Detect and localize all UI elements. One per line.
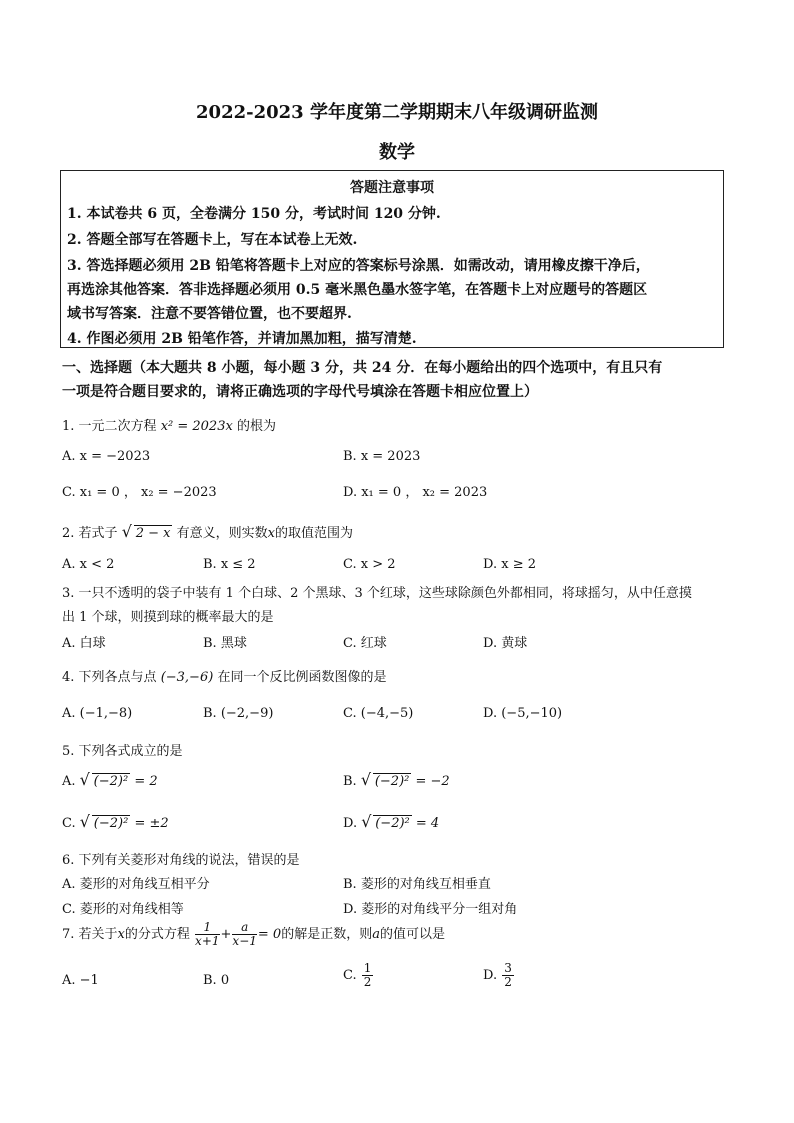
q7-eq: = 0 xyxy=(257,927,282,942)
q5-option-c xyxy=(62,812,169,831)
q1-equation: x² = 2023x xyxy=(160,419,233,434)
q7-c-den: 2 xyxy=(363,975,372,989)
q2-stem-c: 的取值范围为 xyxy=(274,526,353,541)
q4-option-a: A. (−1,−8) xyxy=(62,706,133,721)
q5-d-sqrt: √ (−2)² xyxy=(361,812,410,831)
q2-option-c: C. x > 2 xyxy=(343,557,396,572)
q2-radicand: 2 − x xyxy=(135,526,171,541)
q7-d-den: 2 xyxy=(504,975,512,989)
section-1-line-1: 一、选择题（本大题共 8 小题，每小题 3 分，共 24 分．在每小题给出的四个选项中，有且只有 xyxy=(62,360,663,376)
q4-stem-b: 在同一个反比例函数图像的是 xyxy=(217,670,387,685)
q7-option-c xyxy=(343,962,374,989)
q7-option-a: A. −1 xyxy=(62,973,99,988)
q6-option-a: A. 菱形的对角线互相平分 xyxy=(62,877,210,892)
q1-option-b: B. x = 2023 xyxy=(343,449,421,464)
q3-stem-line-1: 3. 一只不透明的袋子中装有 1 个白球、2 个黑球、3 个红球，这些球除颜色外都相同，将球摇匀，从中任意摸 xyxy=(62,586,692,601)
q5-option-a xyxy=(62,770,158,789)
q1-stem-a: 1. 一元二次方程 xyxy=(62,419,157,434)
q2-stem-b: 有意义，则实数 xyxy=(176,526,268,541)
q1-option-d: D. x₁ = 0 ， x₂ = 2023 xyxy=(343,485,488,500)
q6-option-d: D. 菱形的对角线平分一组对角 xyxy=(343,902,518,917)
q7-stem-b: 的分式方程 xyxy=(124,927,190,942)
q1-option-c: C. x₁ = 0 ， x₂ = −2023 xyxy=(62,485,217,500)
q5-c-rhs: = ±2 xyxy=(134,816,169,831)
q4-point: (−3,−6) xyxy=(160,670,214,685)
notice-line-1: 1. 本试卷共 6 页，全卷满分 150 分，考试时间 120 分钟. xyxy=(67,206,441,222)
q7-option-b: B. 0 xyxy=(203,973,230,988)
q7-plus: + xyxy=(220,927,232,942)
q5-b-radicand: (−2)² xyxy=(374,774,410,789)
q5-b-rhs: = −2 xyxy=(415,774,450,789)
q5-a-sqrt: √ (−2)² xyxy=(79,770,129,789)
notice-line-6: 4. 作图必须用 2B 铅笔作答，并请加黑加粗，描写清楚. xyxy=(67,331,417,347)
q3-option-b: B. 黑球 xyxy=(203,636,247,651)
q5-a-label: A. xyxy=(62,774,76,789)
q2-stem-a: 2. 若式子 xyxy=(62,526,118,541)
q7-f1-num: 1 xyxy=(195,921,219,935)
q5-b-sqrt: √ (−2)² xyxy=(360,770,410,789)
q7-d-fraction xyxy=(502,962,514,989)
q7-option-d xyxy=(483,962,515,989)
q7-d-label: D. xyxy=(483,968,498,983)
q6-stem: 6. 下列有关菱形对角线的说法，错误的是 xyxy=(62,853,300,868)
q3-option-c: C. 红球 xyxy=(343,636,387,651)
notice-line-3: 3. 答选择题必须用 2B 铅笔将答题卡上对应的答案标号涂黑．如需改动，请用橡皮擦干净后， xyxy=(67,258,650,274)
q5-stem: 5. 下列各式成立的是 xyxy=(62,744,183,759)
q5-option-d xyxy=(343,812,440,831)
q4-option-b: B. (−2,−9) xyxy=(203,706,274,721)
q2-option-a: A. x < 2 xyxy=(62,557,115,572)
notice-line-2: 2. 答题全部写在答题卡上，写在本试卷上无效. xyxy=(67,232,358,248)
q7-stem-a: 7. 若关于 xyxy=(62,927,118,942)
notice-box xyxy=(60,170,724,348)
q4-stem-a: 4. 下列各点与点 xyxy=(62,670,157,685)
q5-c-sqrt: √ (−2)² xyxy=(79,812,129,831)
q4-option-c: C. (−4,−5) xyxy=(343,706,414,721)
subject-title: 数学 xyxy=(379,142,415,163)
q5-d-radicand: (−2)² xyxy=(375,816,410,831)
exam-title: 2022-2023 学年度第二学期期末八年级调研监测 xyxy=(196,102,598,123)
q7-d-num: 3 xyxy=(504,961,512,975)
q5-c-radicand: (−2)² xyxy=(93,816,129,831)
q5-d-label: D. xyxy=(343,816,358,831)
question-4-stem xyxy=(62,666,386,685)
q7-f2-den: x−1 xyxy=(232,934,257,948)
q2-option-b: B. x ≤ 2 xyxy=(203,557,256,572)
q7-var-x: x xyxy=(117,927,125,942)
q5-a-rhs: = 2 xyxy=(134,774,158,789)
q7-c-fraction xyxy=(362,962,374,989)
q7-c-num: 1 xyxy=(363,961,372,975)
q3-option-d: D. 黄球 xyxy=(483,636,528,651)
q5-a-radicand: (−2)² xyxy=(93,774,129,789)
notice-line-4: 再选涂其他答案．答非选择题必须用 0.5 毫米黑色墨水签字笔，在答题卡上对应题号的答题区 xyxy=(67,282,648,298)
q7-stem-c: 的解是正数，则 xyxy=(281,927,373,942)
q6-option-c: C. 菱形的对角线相等 xyxy=(62,902,184,917)
question-7-stem xyxy=(62,921,445,948)
q2-option-d: D. x ≥ 2 xyxy=(483,557,536,572)
q1-option-a: A. x = −2023 xyxy=(62,449,151,464)
q5-option-b xyxy=(343,770,450,789)
q6-option-b: B. 菱形的对角线互相垂直 xyxy=(343,877,491,892)
q5-c-label: C. xyxy=(62,816,76,831)
question-2-stem xyxy=(62,522,353,541)
q2-var: x xyxy=(267,526,275,541)
q7-fraction-1 xyxy=(195,921,219,948)
q7-stem-d: 的值可以是 xyxy=(379,927,445,942)
q2-sqrt: √ 2 − x xyxy=(121,522,171,541)
q5-b-label: B. xyxy=(343,774,357,789)
q7-c-label: C. xyxy=(343,968,357,983)
notice-line-5: 域书写答案．注意不要答错位置，也不要超界. xyxy=(67,306,352,322)
q3-option-a: A. 白球 xyxy=(62,636,106,651)
q7-f1-den: x+1 xyxy=(195,934,220,948)
q3-stem-line-2: 出 1 个球，则摸到球的概率最大的是 xyxy=(62,610,274,625)
q7-var-a: a xyxy=(372,927,380,942)
q7-f2-num: a xyxy=(232,921,256,935)
q4-option-d: D. (−5,−10) xyxy=(483,706,563,721)
section-1-line-2: 一项是符合题目要求的，请将正确选项的字母代号填涂在答题卡相应位置上） xyxy=(62,384,538,400)
q7-fraction-2 xyxy=(232,921,256,948)
q1-stem-b: 的根为 xyxy=(236,419,276,434)
q5-d-rhs: = 4 xyxy=(415,816,440,831)
question-1-stem xyxy=(62,415,276,434)
notice-heading: 答题注意事项 xyxy=(350,180,434,196)
